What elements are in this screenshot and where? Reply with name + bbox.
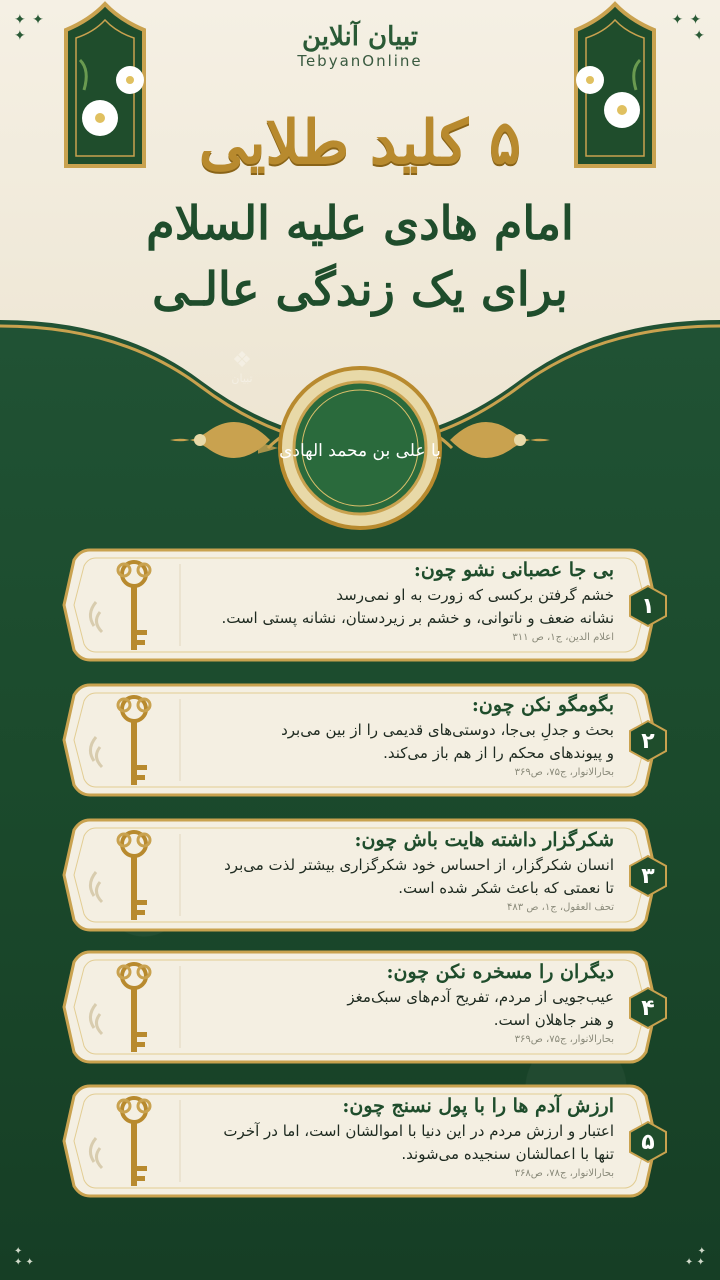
item-number-badge xyxy=(626,719,670,763)
item-number: ۲ xyxy=(641,728,655,754)
card-text xyxy=(174,691,614,781)
item-line-1: بحث و جدلِ بی‌جا، دوستی‌های قدیمی را از بین می‌برد xyxy=(281,721,614,739)
corner-pattern-icon: ✦ ✦ ✦ xyxy=(14,1246,34,1268)
corner-pattern-icon: ✦ ✦ ✦ xyxy=(671,12,706,44)
list-item xyxy=(60,1082,660,1200)
item-title: ارزش آدم ها را با پول نسنج چون: xyxy=(342,1095,614,1117)
brand-name-en: TebyanOnline xyxy=(297,52,423,70)
list-item xyxy=(60,948,660,1066)
floral-panel-right-icon xyxy=(570,0,660,170)
card-text xyxy=(174,826,614,916)
calligraphy-medallion-icon xyxy=(258,358,462,538)
item-number-badge xyxy=(626,1120,670,1164)
medallion-text: یا علی بن محمد الهادی xyxy=(279,441,441,461)
card-text xyxy=(174,556,614,646)
ornament-left-icon xyxy=(170,410,270,470)
corner-pattern-icon: ✦ ✦ ✦ xyxy=(684,1246,706,1268)
list-item xyxy=(60,816,660,934)
item-source: بحارالانوار، ج۷۸، ص۳۶۸ xyxy=(514,1168,614,1179)
floral-panel-left-icon xyxy=(60,0,150,170)
item-number-badge xyxy=(626,854,670,898)
item-source: بحارالانوار، ج۷۵، ص۳۶۹ xyxy=(514,1034,614,1045)
item-number-badge xyxy=(626,986,670,1030)
item-title: شکرگزار داشته هایت باش چون: xyxy=(354,829,614,851)
brand-name-fa: تبیان آنلاین xyxy=(302,22,418,52)
item-title: بی جا عصبانی نشو چون: xyxy=(413,559,614,581)
item-line-2: نشانه ضعف و ناتوانی، و خشم بر زیردستان، نشانه پستی است. xyxy=(221,609,614,627)
watermark-logo-icon: ❖ xyxy=(232,348,252,373)
item-line-2: تا نعمتی که باعث شکر شده است. xyxy=(398,879,614,897)
item-source: بحارالانوار، ج۷۵، ص۳۶۹ xyxy=(514,767,614,778)
item-line-1: انسان شکرگزار، از احساس خود شکرگزاری بیشتر لذت می‌برد xyxy=(224,856,614,874)
main-title: ۵ کلید طلایی xyxy=(198,108,522,178)
golden-key-icon xyxy=(82,1088,172,1194)
ornament-right-icon xyxy=(450,410,550,470)
item-title: دیگران را مسخره نکن چون: xyxy=(386,961,614,983)
card-text xyxy=(174,958,614,1048)
watermark xyxy=(222,350,262,385)
item-number: ۴ xyxy=(641,995,655,1021)
item-number: ۳ xyxy=(641,863,655,889)
item-number-badge xyxy=(626,584,670,628)
item-line-2: تنها با اعمالشان سنجیده می‌شوند. xyxy=(401,1145,614,1163)
list-item xyxy=(60,681,660,799)
item-number: ۵ xyxy=(641,1129,655,1155)
item-line-1: خشم گرفتن برکسی که زورت به او نمی‌رسد xyxy=(336,586,614,604)
item-source: تحف العقول، ج۱، ص ۴۸۳ xyxy=(507,902,614,913)
item-title: بگومگو نکن چون: xyxy=(471,694,614,716)
subtitle-line-2: برای یک زندگی عالـی xyxy=(152,262,568,316)
item-line-1: اعتبار و ارزش مردم در این دنیا با اموالشان است، اما در آخرت xyxy=(223,1122,614,1140)
card-text xyxy=(174,1092,614,1182)
golden-key-icon xyxy=(82,552,172,658)
item-number: ۱ xyxy=(641,593,655,619)
item-line-2: و هنر جاهلان است. xyxy=(493,1011,614,1029)
watermark-text: تبیان xyxy=(231,372,253,385)
subtitle-line-1: امام هادی علیه السلام xyxy=(146,196,574,250)
golden-key-icon xyxy=(82,954,172,1060)
item-line-1: عیب‌جویی از مردم، تفریح آدم‌های سبک‌مغز xyxy=(347,988,614,1006)
item-source: اعلام الدین، ج۱، ص ۳۱۱ xyxy=(512,632,614,643)
corner-pattern-icon: ✦ ✦ ✦ xyxy=(14,12,45,44)
golden-key-icon xyxy=(82,687,172,793)
item-line-2: و پیوندهای محکم را از هم باز می‌کند. xyxy=(383,744,614,762)
list-item xyxy=(60,546,660,664)
golden-key-icon xyxy=(82,822,172,928)
